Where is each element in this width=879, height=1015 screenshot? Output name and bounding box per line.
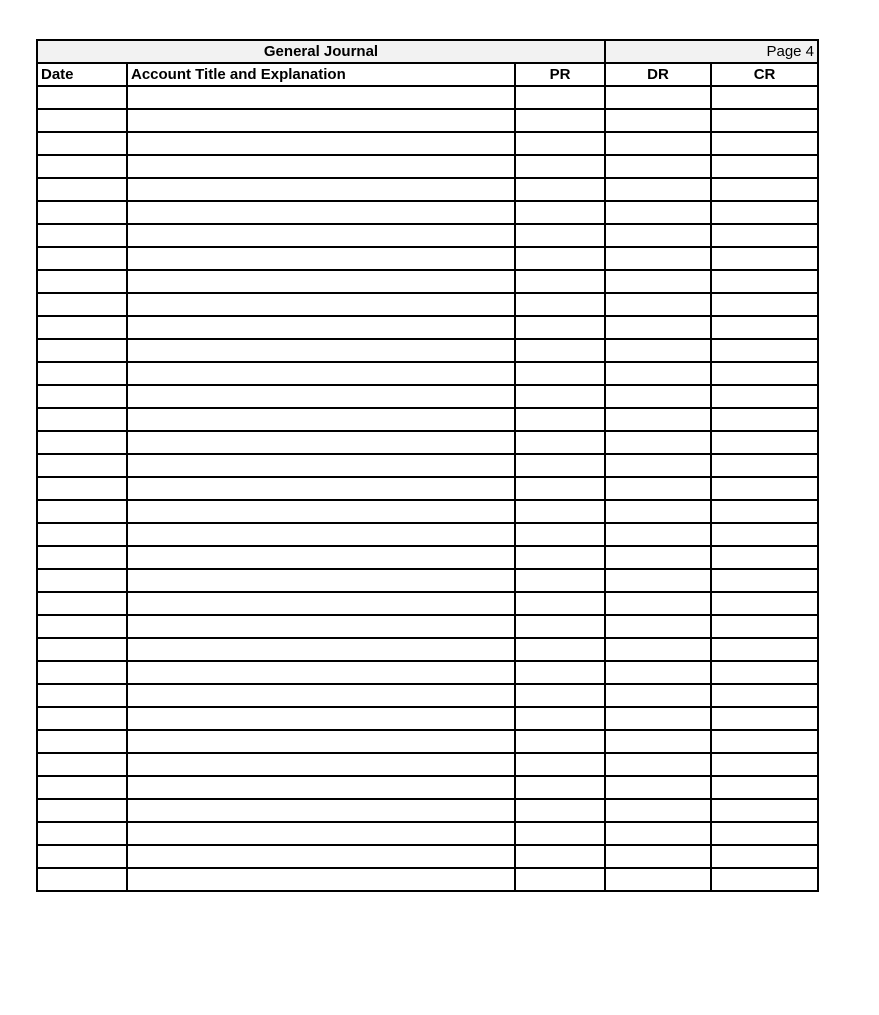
journal-row [37, 477, 818, 500]
cell-cr[interactable] [711, 270, 818, 293]
cell-dr[interactable] [605, 408, 711, 431]
cell-cr[interactable] [711, 178, 818, 201]
journal-row [37, 178, 818, 201]
cell-date[interactable] [37, 270, 127, 293]
journal-row [37, 523, 818, 546]
cell-dr[interactable] [605, 362, 711, 385]
journal-row [37, 86, 818, 109]
journal-row [37, 155, 818, 178]
cell-dr[interactable] [605, 707, 711, 730]
cell-date[interactable] [37, 592, 127, 615]
cell-date[interactable] [37, 224, 127, 247]
cell-pr[interactable] [515, 362, 605, 385]
cell-dr[interactable] [605, 546, 711, 569]
journal-row [37, 385, 818, 408]
cell-pr[interactable] [515, 684, 605, 707]
cell-date[interactable] [37, 546, 127, 569]
cell-cr[interactable] [711, 615, 818, 638]
cell-account[interactable] [127, 753, 515, 776]
cell-account[interactable] [127, 293, 515, 316]
cell-pr[interactable] [515, 753, 605, 776]
cell-pr[interactable] [515, 270, 605, 293]
cell-cr[interactable] [711, 408, 818, 431]
cell-dr[interactable] [605, 454, 711, 477]
cell-date[interactable] [37, 615, 127, 638]
cell-dr[interactable] [605, 615, 711, 638]
cell-account[interactable] [127, 178, 515, 201]
cell-account[interactable] [127, 316, 515, 339]
cell-pr[interactable] [515, 247, 605, 270]
cell-account[interactable] [127, 546, 515, 569]
cell-date[interactable] [37, 178, 127, 201]
journal-row [37, 730, 818, 753]
cell-dr[interactable] [605, 592, 711, 615]
journal-row [37, 316, 818, 339]
page-number: Page 4 [605, 40, 818, 63]
cell-pr[interactable] [515, 868, 605, 891]
cell-date[interactable] [37, 408, 127, 431]
journal-row [37, 362, 818, 385]
cell-dr[interactable] [605, 293, 711, 316]
journal-row [37, 270, 818, 293]
cell-pr[interactable] [515, 316, 605, 339]
cell-cr[interactable] [711, 776, 818, 799]
cell-cr[interactable] [711, 845, 818, 868]
cell-pr[interactable] [515, 155, 605, 178]
journal-row [37, 868, 818, 891]
cell-dr[interactable] [605, 868, 711, 891]
cell-date[interactable] [37, 247, 127, 270]
column-header-account: Account Title and Explanation [127, 63, 515, 86]
cell-cr[interactable] [711, 523, 818, 546]
journal-row [37, 500, 818, 523]
cell-pr[interactable] [515, 845, 605, 868]
cell-pr[interactable] [515, 408, 605, 431]
cell-date[interactable] [37, 316, 127, 339]
column-header-dr: DR [605, 63, 711, 86]
cell-dr[interactable] [605, 385, 711, 408]
journal-row [37, 132, 818, 155]
cell-cr[interactable] [711, 592, 818, 615]
journal-row [37, 247, 818, 270]
cell-cr[interactable] [711, 201, 818, 224]
journal-row [37, 408, 818, 431]
cell-date[interactable] [37, 753, 127, 776]
cell-dr[interactable] [605, 822, 711, 845]
cell-date[interactable] [37, 730, 127, 753]
cell-account[interactable] [127, 201, 515, 224]
cell-dr[interactable] [605, 661, 711, 684]
cell-dr[interactable] [605, 270, 711, 293]
cell-account[interactable] [127, 385, 515, 408]
cell-date[interactable] [37, 500, 127, 523]
cell-account[interactable] [127, 224, 515, 247]
cell-cr[interactable] [711, 385, 818, 408]
cell-cr[interactable] [711, 753, 818, 776]
cell-date[interactable] [37, 362, 127, 385]
cell-date[interactable] [37, 477, 127, 500]
cell-dr[interactable] [605, 776, 711, 799]
cell-pr[interactable] [515, 132, 605, 155]
cell-date[interactable] [37, 86, 127, 109]
cell-date[interactable] [37, 385, 127, 408]
cell-dr[interactable] [605, 845, 711, 868]
cell-date[interactable] [37, 799, 127, 822]
cell-dr[interactable] [605, 201, 711, 224]
cell-dr[interactable] [605, 569, 711, 592]
cell-date[interactable] [37, 523, 127, 546]
cell-pr[interactable] [515, 224, 605, 247]
cell-cr[interactable] [711, 569, 818, 592]
cell-date[interactable] [37, 638, 127, 661]
cell-pr[interactable] [515, 385, 605, 408]
journal-row [37, 339, 818, 362]
cell-account[interactable] [127, 362, 515, 385]
cell-cr[interactable] [711, 109, 818, 132]
cell-pr[interactable] [515, 178, 605, 201]
journal-row [37, 201, 818, 224]
cell-dr[interactable] [605, 247, 711, 270]
cell-dr[interactable] [605, 799, 711, 822]
cell-account[interactable] [127, 477, 515, 500]
cell-pr[interactable] [515, 431, 605, 454]
cell-pr[interactable] [515, 293, 605, 316]
cell-pr[interactable] [515, 569, 605, 592]
journal-row [37, 293, 818, 316]
journal-row [37, 109, 818, 132]
cell-account[interactable] [127, 500, 515, 523]
cell-date[interactable] [37, 109, 127, 132]
journal-row [37, 546, 818, 569]
cell-dr[interactable] [605, 224, 711, 247]
cell-cr[interactable] [711, 316, 818, 339]
cell-pr[interactable] [515, 615, 605, 638]
cell-date[interactable] [37, 661, 127, 684]
cell-account[interactable] [127, 132, 515, 155]
cell-date[interactable] [37, 431, 127, 454]
cell-date[interactable] [37, 132, 127, 155]
cell-date[interactable] [37, 776, 127, 799]
journal-row [37, 845, 818, 868]
cell-date[interactable] [37, 201, 127, 224]
cell-dr[interactable] [605, 753, 711, 776]
cell-dr[interactable] [605, 500, 711, 523]
column-header-cr: CR [711, 63, 818, 86]
cell-pr[interactable] [515, 523, 605, 546]
cell-dr[interactable] [605, 638, 711, 661]
cell-account[interactable] [127, 109, 515, 132]
cell-cr[interactable] [711, 799, 818, 822]
cell-dr[interactable] [605, 86, 711, 109]
cell-account[interactable] [127, 684, 515, 707]
cell-dr[interactable] [605, 316, 711, 339]
column-header-date: Date [37, 63, 127, 86]
cell-account[interactable] [127, 408, 515, 431]
cell-pr[interactable] [515, 799, 605, 822]
cell-dr[interactable] [605, 132, 711, 155]
cell-pr[interactable] [515, 822, 605, 845]
cell-dr[interactable] [605, 109, 711, 132]
cell-cr[interactable] [711, 730, 818, 753]
cell-cr[interactable] [711, 293, 818, 316]
journal-row [37, 799, 818, 822]
general-journal-table [36, 39, 819, 892]
cell-pr[interactable] [515, 201, 605, 224]
journal-row [37, 224, 818, 247]
cell-cr[interactable] [711, 684, 818, 707]
journal-title-row [37, 40, 818, 63]
cell-account[interactable] [127, 845, 515, 868]
journal-row [37, 661, 818, 684]
cell-account[interactable] [127, 661, 515, 684]
cell-date[interactable] [37, 293, 127, 316]
journal-row [37, 822, 818, 845]
cell-date[interactable] [37, 707, 127, 730]
cell-date[interactable] [37, 868, 127, 891]
cell-cr[interactable] [711, 477, 818, 500]
journal-row [37, 592, 818, 615]
cell-date[interactable] [37, 684, 127, 707]
cell-account[interactable] [127, 799, 515, 822]
cell-cr[interactable] [711, 822, 818, 845]
journal-row [37, 707, 818, 730]
journal-row [37, 684, 818, 707]
cell-cr[interactable] [711, 362, 818, 385]
cell-pr[interactable] [515, 638, 605, 661]
cell-account[interactable] [127, 868, 515, 891]
cell-account[interactable] [127, 523, 515, 546]
cell-account[interactable] [127, 592, 515, 615]
cell-cr[interactable] [711, 132, 818, 155]
cell-cr[interactable] [711, 638, 818, 661]
cell-pr[interactable] [515, 477, 605, 500]
cell-cr[interactable] [711, 546, 818, 569]
journal-title: General Journal [37, 40, 605, 63]
cell-dr[interactable] [605, 477, 711, 500]
cell-cr[interactable] [711, 155, 818, 178]
cell-cr[interactable] [711, 339, 818, 362]
cell-account[interactable] [127, 707, 515, 730]
cell-dr[interactable] [605, 523, 711, 546]
cell-dr[interactable] [605, 178, 711, 201]
cell-account[interactable] [127, 569, 515, 592]
column-header-pr: PR [515, 63, 605, 86]
journal-row [37, 615, 818, 638]
cell-dr[interactable] [605, 155, 711, 178]
cell-cr[interactable] [711, 500, 818, 523]
cell-pr[interactable] [515, 707, 605, 730]
cell-date[interactable] [37, 822, 127, 845]
cell-pr[interactable] [515, 546, 605, 569]
cell-pr[interactable] [515, 776, 605, 799]
cell-account[interactable] [127, 776, 515, 799]
cell-cr[interactable] [711, 661, 818, 684]
journal-entries [37, 86, 818, 891]
cell-date[interactable] [37, 569, 127, 592]
cell-account[interactable] [127, 155, 515, 178]
cell-dr[interactable] [605, 684, 711, 707]
cell-dr[interactable] [605, 730, 711, 753]
cell-account[interactable] [127, 270, 515, 293]
cell-account[interactable] [127, 86, 515, 109]
cell-pr[interactable] [515, 730, 605, 753]
cell-pr[interactable] [515, 339, 605, 362]
cell-account[interactable] [127, 247, 515, 270]
journal-row [37, 431, 818, 454]
journal-row [37, 638, 818, 661]
column-header-row [37, 63, 818, 86]
cell-cr[interactable] [711, 707, 818, 730]
cell-account[interactable] [127, 615, 515, 638]
cell-date[interactable] [37, 454, 127, 477]
cell-account[interactable] [127, 339, 515, 362]
cell-pr[interactable] [515, 109, 605, 132]
cell-dr[interactable] [605, 339, 711, 362]
cell-pr[interactable] [515, 86, 605, 109]
cell-date[interactable] [37, 845, 127, 868]
journal-row [37, 454, 818, 477]
cell-cr[interactable] [711, 431, 818, 454]
cell-pr[interactable] [515, 500, 605, 523]
cell-cr[interactable] [711, 454, 818, 477]
cell-account[interactable] [127, 431, 515, 454]
cell-cr[interactable] [711, 86, 818, 109]
cell-pr[interactable] [515, 454, 605, 477]
cell-account[interactable] [127, 822, 515, 845]
cell-date[interactable] [37, 339, 127, 362]
cell-date[interactable] [37, 155, 127, 178]
cell-cr[interactable] [711, 868, 818, 891]
cell-dr[interactable] [605, 431, 711, 454]
journal-row [37, 753, 818, 776]
cell-cr[interactable] [711, 247, 818, 270]
cell-account[interactable] [127, 730, 515, 753]
cell-account[interactable] [127, 638, 515, 661]
cell-pr[interactable] [515, 661, 605, 684]
journal-row [37, 776, 818, 799]
cell-account[interactable] [127, 454, 515, 477]
journal-row [37, 569, 818, 592]
cell-cr[interactable] [711, 224, 818, 247]
cell-pr[interactable] [515, 592, 605, 615]
